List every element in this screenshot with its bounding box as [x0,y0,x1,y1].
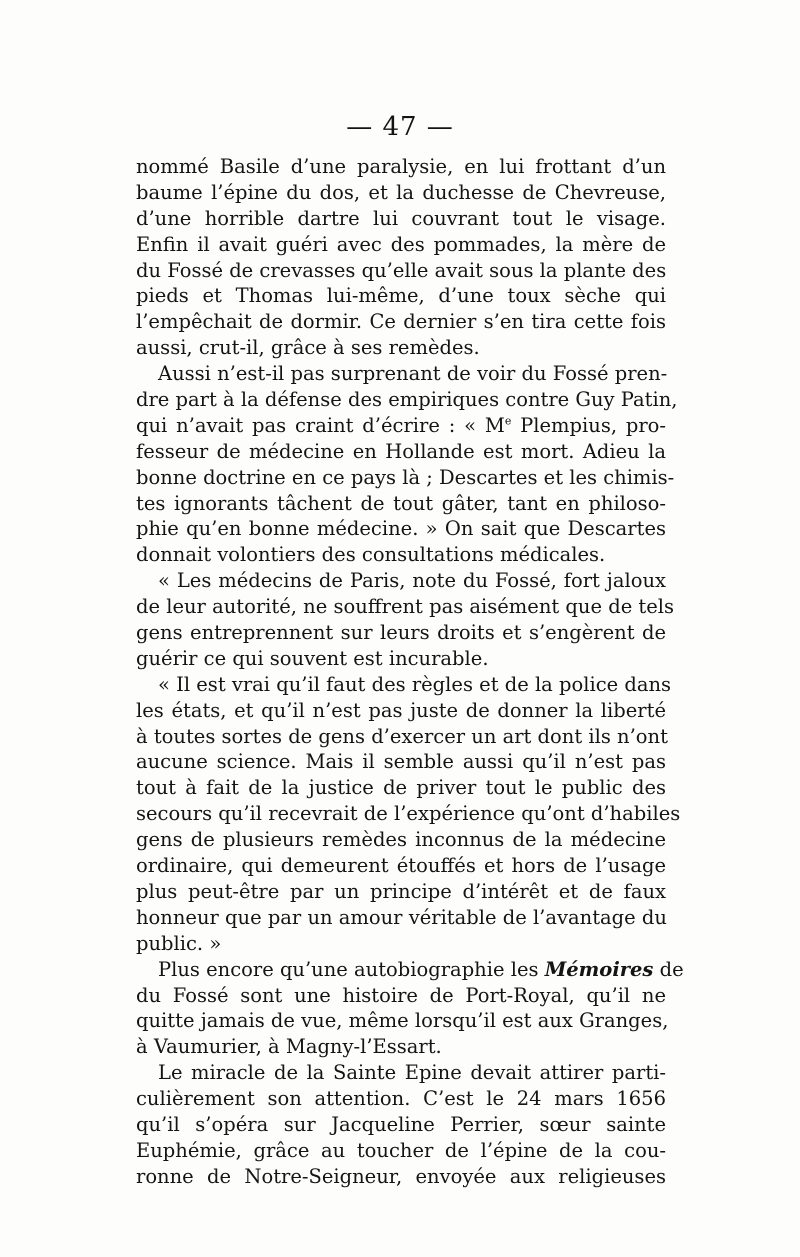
text-line-content: plus peut-être par un principe d’intérêt et de faux [136,879,666,903]
text-line [136,1060,666,1086]
text-line [136,335,666,361]
text-line-content: ronne de Notre-Seigneur, envoyée aux religieuses [136,1164,666,1188]
text-line [136,749,666,775]
text-line [136,568,666,594]
text-line-content: qu’il s’opéra sur Jacqueline Perrier, sœur sainte [136,1112,666,1136]
text-line-content: quitte jamais de vue, même lorsqu’il est aux Granges, [136,1009,669,1033]
text-line-content: les états, et qu’il n’est pas juste de donner la liberté [136,698,666,722]
text-line-content: fesseur de médecine en Hollande est mort. Adieu la [136,439,666,463]
text-line-content: baume l’épine du dos, et la duchesse de Chevreuse, [136,180,666,204]
text-line-content: Euphémie, grâce au toucher de l’épine de la cou- [136,1138,666,1162]
text-line [136,1034,666,1060]
text-line-content: aussi, crut-il, grâce à ses remèdes. [136,336,480,360]
text-line-content: « Les médecins de Paris, note du Fossé, fort jaloux [158,569,666,593]
text-line-content: Enfin il avait guéri avec des pommades, la mère de [136,232,666,256]
text-line [136,957,684,983]
text-line-content: du Fossé sont une histoire de Port-Royal, qu’il ne [136,983,666,1007]
text-line [136,594,675,620]
text-line-content: dre part à la défense des empiriques contre Guy Patin, [136,388,678,412]
text-line [136,180,666,206]
text-line-content: tout à fait de la justice de priver tout le public des [136,776,666,800]
italic-title: Mémoires [544,957,654,981]
text-line-content: d’une horrible dartre lui couvrant tout le visage. [136,206,666,230]
text-line [136,516,666,542]
text-line [136,672,672,698]
text-line [136,361,666,387]
text-line [136,775,666,801]
text-line [136,983,666,1009]
text-line-continuation: de [653,957,684,981]
text-line-content: nommé Basile d’une paralysie, en lui frottant d’un [136,155,666,178]
page-number: — 47 — [346,112,454,142]
superscript: e [504,414,512,428]
text-line-content: Le miracle de la Sainte Epine devait attirer parti- [158,1061,666,1085]
text-line-content: tes ignorants tâchent de tout gâter, tant en philoso- [136,491,666,515]
text-line [136,1008,669,1034]
text-line [136,827,666,853]
text-line [136,724,666,750]
text-line-content: phie qu’en bonne médecine. » On sait que Descartes [136,517,666,541]
text-line-content: guérir ce qui souvent est incurable. [136,646,489,670]
text-line [136,542,666,568]
text-line-content: gens entreprennent sur leurs droits et s’engèrent de [136,621,666,645]
text-line-content: Aussi n’est-il pas surprenant de voir du Fossé pren- [158,362,668,386]
text-line [136,801,681,827]
text-line [136,154,666,180]
text-line [136,206,666,232]
text-line [136,931,666,957]
text-line-content: culièrement son attention. C’est le 24 mars 1656 [136,1087,666,1111]
text-line [136,465,675,491]
text-line-content: « Il est vrai qu’il faut des règles et de la police dans [158,672,672,696]
text-line-content: pieds et Thomas lui-même, d’une toux sèche qui [136,284,666,308]
text-line-content: l’empêchait de dormir. Ce dernier s’en tira cette fois [136,310,666,334]
text-line-content: qui n’avait pas craint d’écrire : « M [136,413,505,437]
text-line [136,387,678,413]
text-line [136,1086,666,1112]
text-line-continuation: Plempius, pro- [511,413,666,437]
text-line [136,413,666,439]
text-line-content: du Fossé de crevasses qu’elle avait sous la plante des [136,258,667,282]
text-line-content: Plus encore qu’une autobiographie les [158,957,545,981]
text-line-content: secours qu’il recevrait de l’expérience qu’ont d’habiles [136,802,681,826]
text-line [136,905,666,931]
text-line [136,232,666,258]
text-line [136,439,666,465]
text-line [136,1112,666,1138]
text-line [136,646,666,672]
body-text [136,154,684,1190]
text-line [136,620,666,646]
text-line-content: ordinaire, qui demeurent étouffés et hors de l’usage [136,854,666,878]
text-line [136,853,666,879]
text-line [136,258,666,284]
text-line [136,1138,666,1164]
text-line [136,309,666,335]
text-line-content: donnait volontiers des consultations médicales. [136,543,606,567]
text-line-content: public. » [136,931,222,955]
text-line [136,879,666,905]
text-line [136,698,666,724]
text-line [136,283,666,309]
text-line [136,1164,666,1190]
text-line-content: à toutes sortes de gens d’exercer un art dont ils n’ont [136,724,668,748]
text-line-content: bonne doctrine en ce pays là ; Descartes et les chimis- [136,465,675,489]
text-line-content: aucune science. Mais il semble aussi qu’il n’est pas [136,750,666,774]
text-line-content: de leur autorité, ne souffrent pas aisément que de tels [136,595,675,619]
text-line-content: honneur que par un amour véritable de l’avantage du [136,905,667,929]
text-line-content: à Vaumurier, à Magny-l’Essart. [136,1035,442,1059]
text-line-content: gens de plusieurs remèdes inconnus de la médecine [136,828,666,852]
text-line [136,491,666,517]
